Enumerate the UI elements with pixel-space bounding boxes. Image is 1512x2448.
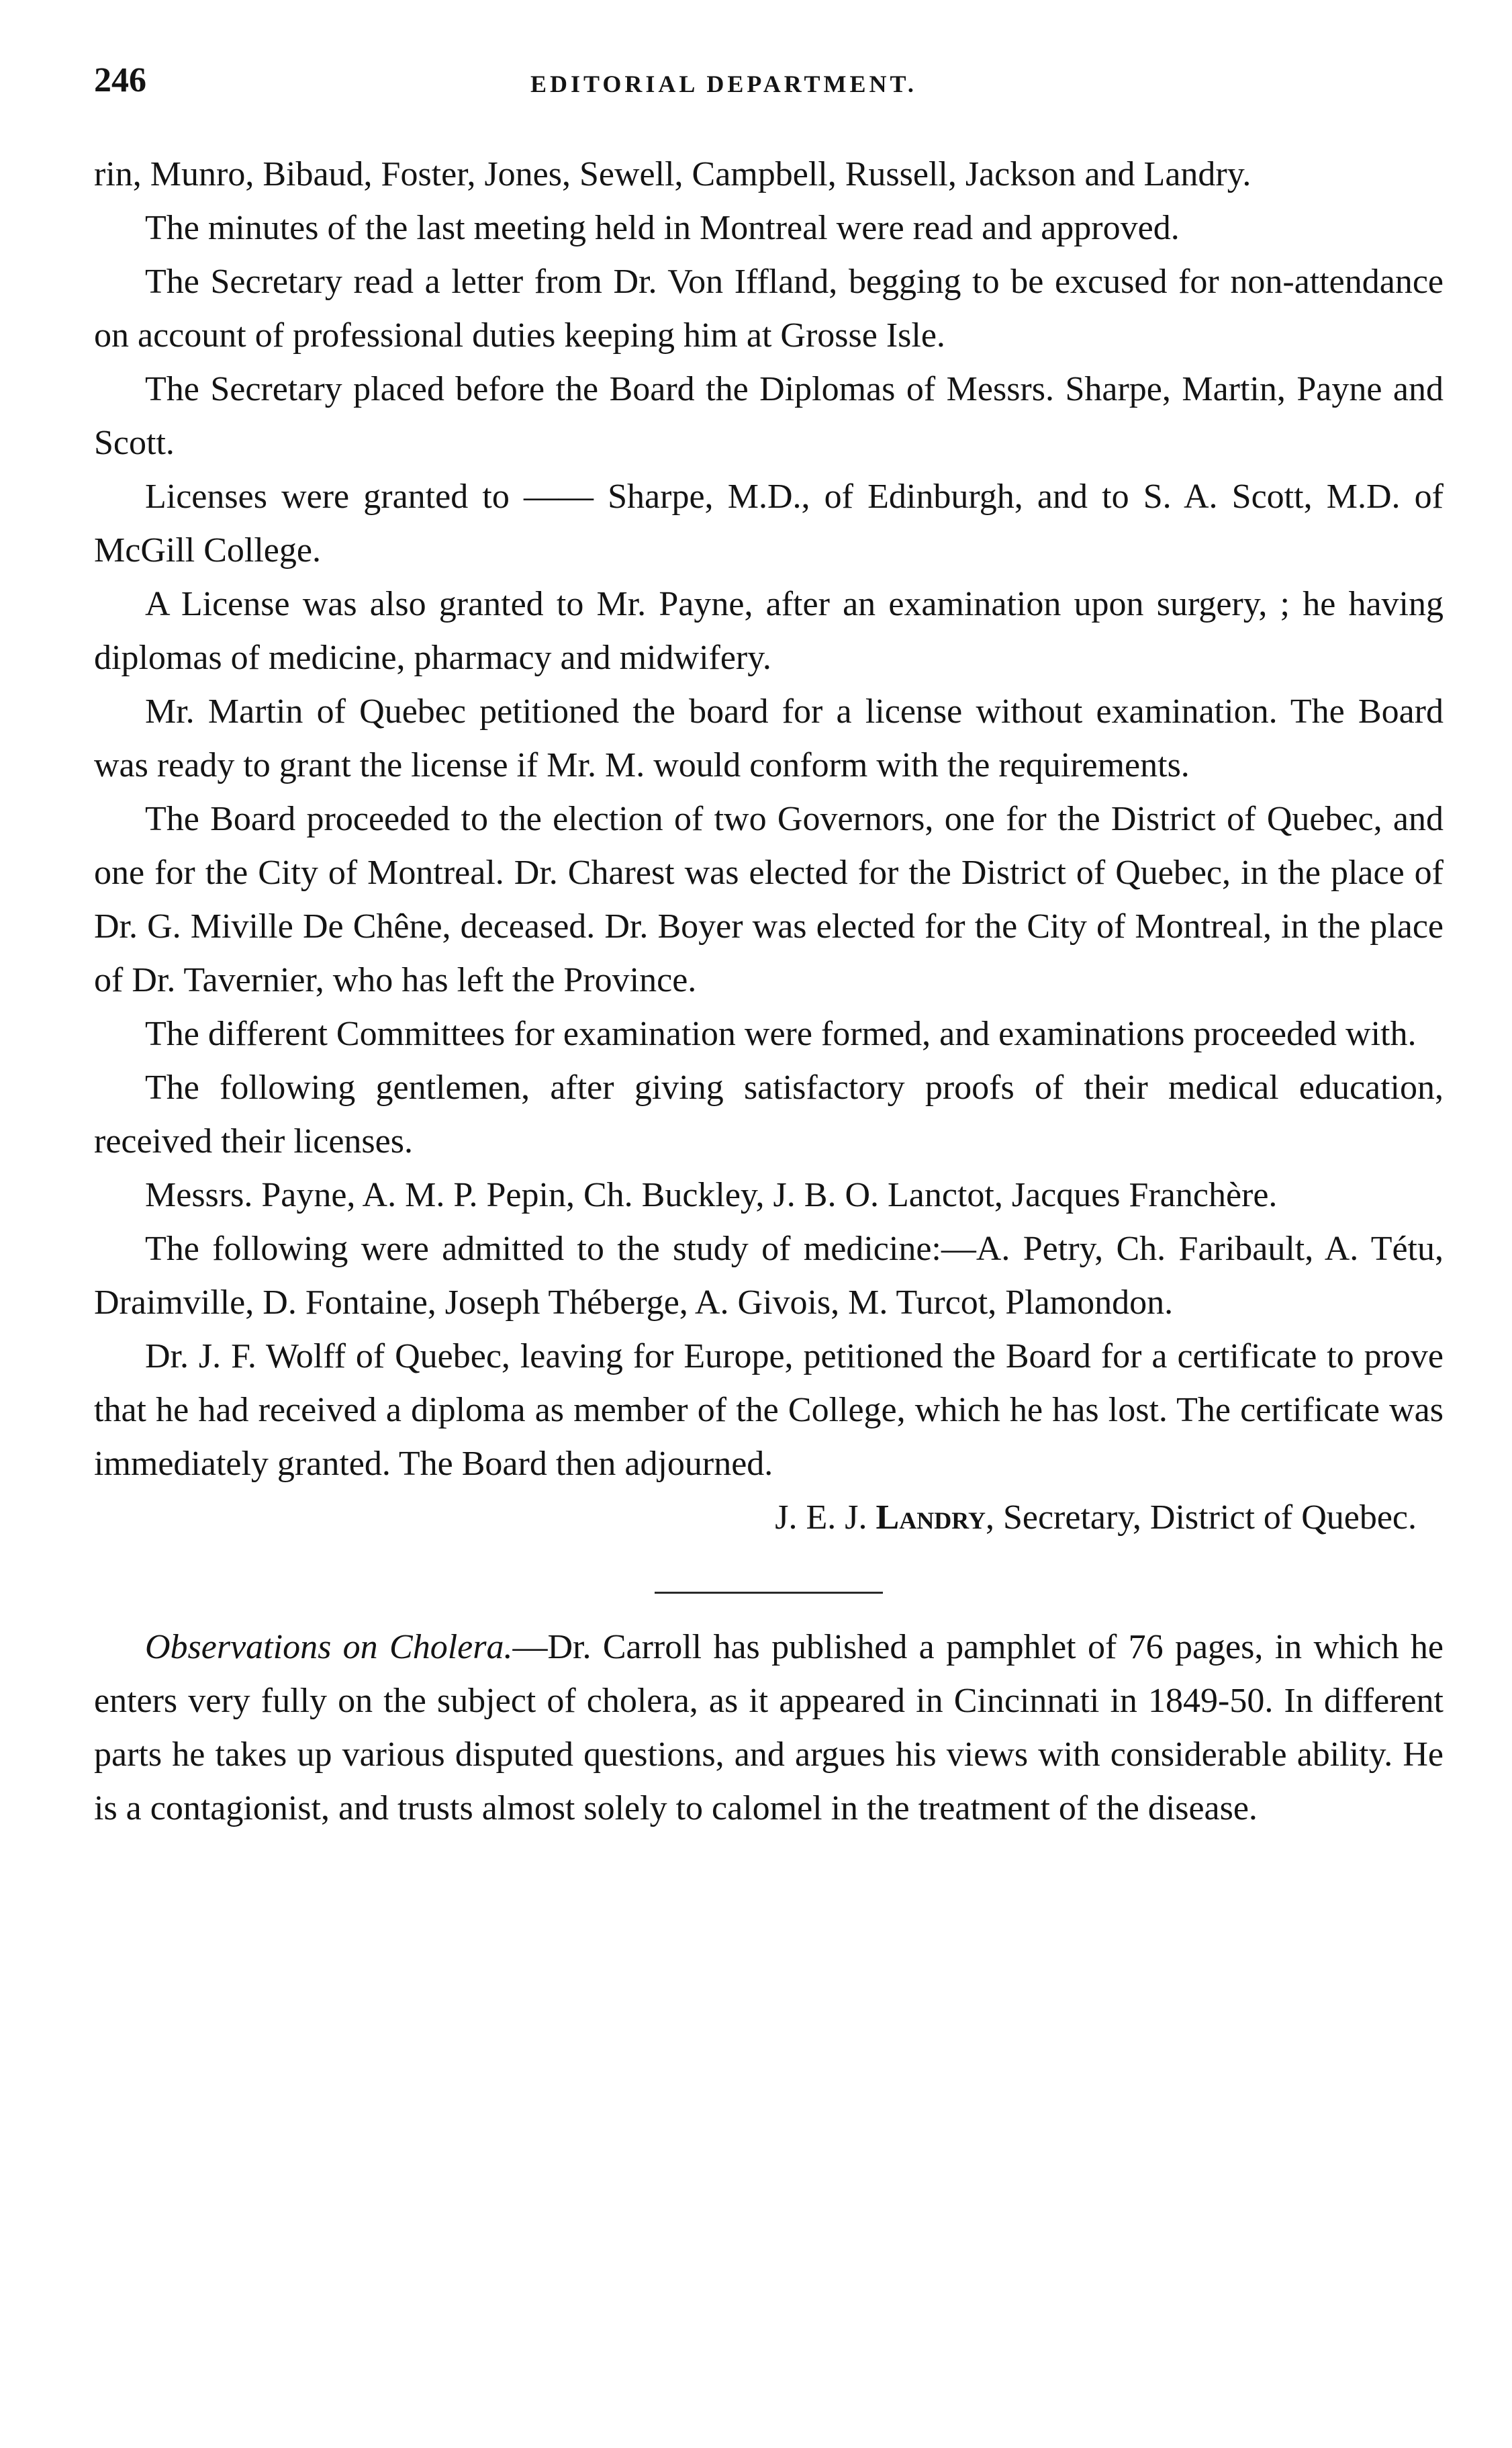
page-number: 246	[94, 61, 146, 99]
paragraph-martin-petition: Mr. Martin of Quebec petitioned the board for a license without examination. The Board was ready to grant the license if Mr. M. would conform with the requirements.	[94, 692, 1444, 784]
paragraph-continued-names: rin, Munro, Bibaud, Foster, Jones, Sewell, Campbell, Russell, Jackson and Landry.	[94, 155, 1251, 193]
paragraph-licensed-gentlemen: The following gentlemen, after giving satisfactory proofs of their medical education, received their licenses.	[94, 1069, 1444, 1161]
signature-title: , Secretary, District of Quebec.	[985, 1498, 1417, 1537]
document-page	[94, 60, 1444, 2398]
section-divider	[655, 1592, 883, 1594]
secretary-signature	[94, 1491, 1444, 1545]
article-body	[94, 148, 1444, 1835]
header-title: EDITORIAL DEPARTMENT.	[530, 71, 917, 97]
paragraph-payne-license: A License was also granted to Mr. Payne, after an examination upon surgery, ; he having diplomas of medicine, pharmacy and midwifery.	[94, 585, 1444, 677]
signature-name: Landry	[876, 1498, 986, 1537]
paragraph-observations-cholera	[94, 1621, 1444, 1835]
observations-title: Observations on Cholera.	[145, 1628, 513, 1666]
paragraph-election: The Board proceeded to the election of two Governors, one for the District of Quebec, and one for the City of Montreal. Dr. Charest was elected for the District of Quebec, in the place of Dr. G. Miville De Chêne, deceased. Dr. Boyer was elected for the City of Montreal, in the place of Dr. Tavernier, who has left the Province.	[94, 800, 1444, 999]
running-head	[94, 60, 1444, 121]
paragraph-letter: The Secretary read a letter from Dr. Von Iffland, begging to be excused for non-attendance on account of professional duties keeping him at Grosse Isle.	[94, 263, 1444, 355]
signature-initials: J. E. J.	[775, 1498, 867, 1537]
paragraph-wolff-certificate: Dr. J. F. Wolff of Quebec, leaving for Europe, petitioned the Board for a certificate to prove that he had received a diploma as member of the College, which he has lost. The certificate was immediately granted. The Board then adjourned.	[94, 1337, 1444, 1483]
paragraph-licenses: Licenses were granted to —— Sharpe, M.D., of Edinburgh, and to S. A. Scott, M.D. of McGill College.	[94, 478, 1444, 570]
paragraph-admitted-students: The following were admitted to the study of medicine:—A. Petry, Ch. Faribault, A. Tétu, Draimville, D. Fontaine, Joseph Théberge, A. Givois, M. Turcot, Plamondon.	[94, 1230, 1444, 1322]
paragraph-committees: The different Committees for examination were formed, and examinations proceeded with.	[145, 1015, 1417, 1053]
paragraph-licensee-names: Messrs. Payne, A. M. P. Pepin, Ch. Buckley, J. B. O. Lanctot, Jacques Franchère.	[145, 1176, 1278, 1214]
observations-text: —Dr. Carroll has published a pamphlet of 76 pages, in which he enters very fully on the subject of cholera, as it appeared in Cincinnati in 1849-50. In different parts he takes up various disputed questions, and argues his views with considerable ability. He is a contagionist, and trusts almost solely to calomel in the treatment of the disease.	[94, 1628, 1444, 1827]
paragraph-diplomas: The Secretary placed before the Board the Diplomas of Messrs. Sharpe, Martin, Payne and Scott.	[94, 370, 1444, 462]
paragraph-minutes: The minutes of the last meeting held in Montreal were read and approved.	[145, 209, 1180, 247]
